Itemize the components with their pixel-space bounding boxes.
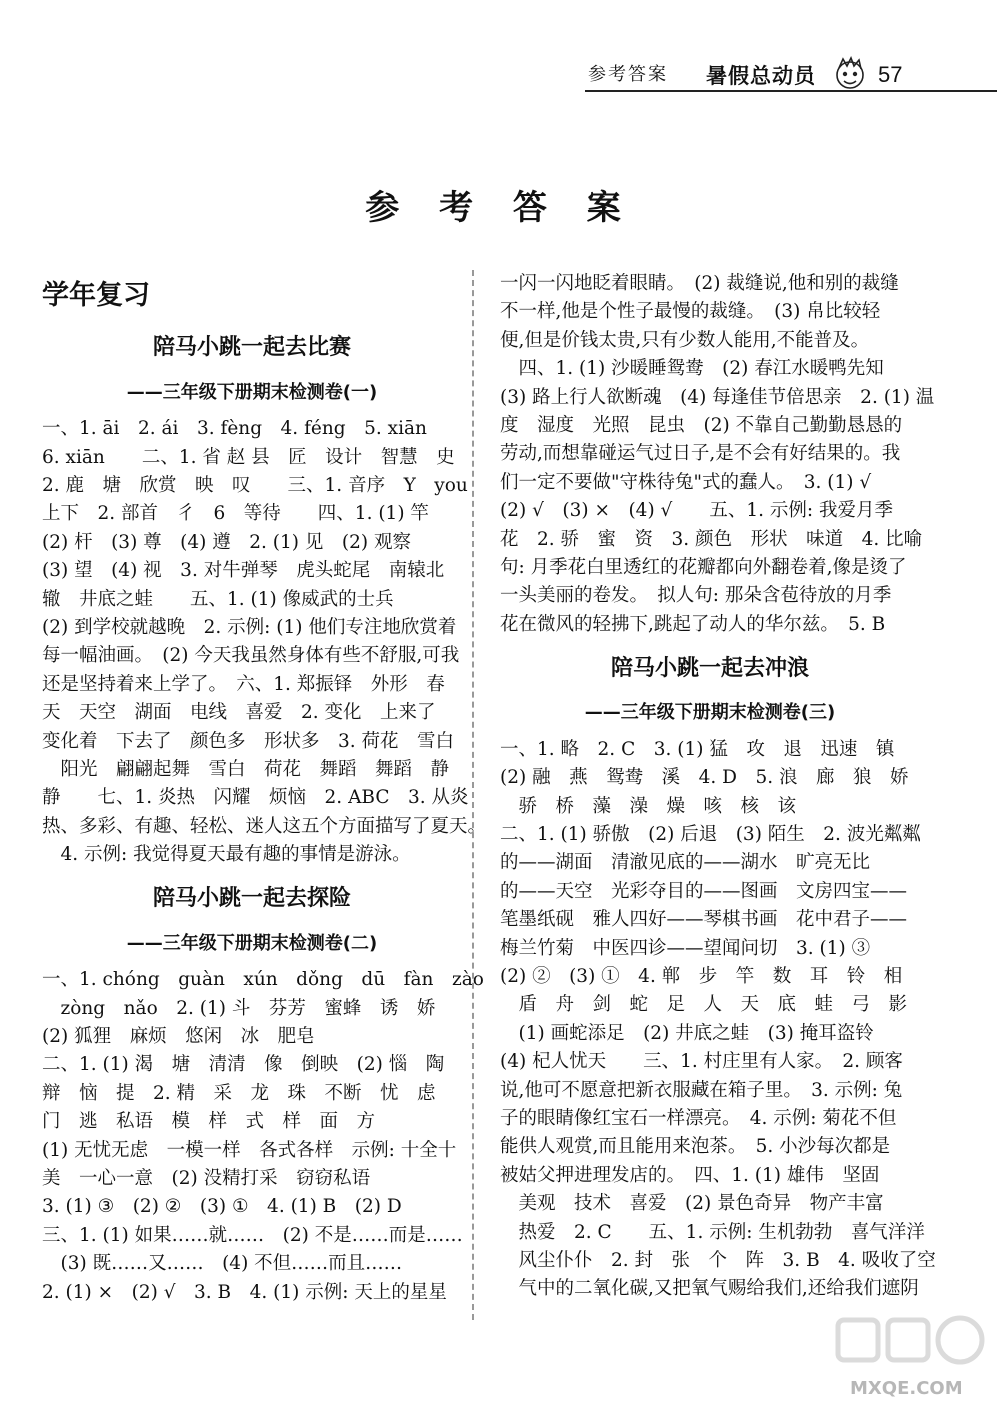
right-column	[500, 270, 936, 1304]
page-header	[0, 0, 1000, 110]
answer-line: 被姑父押进理发店的。 四、1. (1) 雄伟 坚固	[500, 1164, 880, 1186]
section-title: 陪马小跳一起去探险	[152, 886, 351, 912]
answer-line: 辩 恼 提 2. 精 采 龙 珠 不断 忧 虑	[42, 1082, 436, 1104]
answer-line: (2) 到学校就越晚 2. 示例: (1) 他们专注地欣赏着	[42, 616, 457, 638]
answer-block	[500, 736, 936, 1304]
header-rule	[585, 90, 997, 92]
answer-line: 6. xiān 二、1. 省 赵 县 匠 设计 智慧 史	[42, 446, 455, 468]
answer-line: (3) 望 (4) 视 3. 对牛弹琴 虎头蛇尾 南辕北	[42, 560, 445, 582]
answer-line: (2) 融 燕 鸳鸯 溪 4. D 5. 浪 廊 狼 娇	[500, 767, 909, 789]
answer-line: (4) 杞人忧天 三、1. 村庄里有人家。 2. 顾客	[500, 1051, 903, 1073]
answer-line: 辙 井底之蛙 五、1. (1) 像威武的士兵	[42, 588, 394, 610]
answer-line: (2) 杆 (3) 尊 (4) 遵 2. (1) 见 (2) 观察	[42, 531, 411, 553]
section-subtitle: ——三年级下册期末检测卷(一)	[126, 381, 378, 403]
answer-line: 三、1. (1) 如果……就…… (2) 不是……而是……	[42, 1224, 463, 1246]
answer-line: 一闪一闪地眨着眼睛。 (2) 裁缝说,他和别的裁缝	[500, 273, 899, 294]
answer-line: 2. (1) × (2) √ 3. B 4. (1) 示例: 天上的星星	[42, 1281, 447, 1303]
section-title: 陪马小跳一起去比赛	[152, 335, 351, 361]
answer-line: 度 湿度 光照 昆虫 (2) 不靠自己勤勤恳恳的	[500, 414, 903, 436]
answer-line: 的——湖面 清澈见底的——湖水 旷亮无比	[500, 852, 871, 874]
answer-line: 说,他可不愿意把新衣服藏在箱子里。 3. 示例: 兔	[500, 1079, 903, 1101]
answer-line: 静 七、1. 炎热 闪耀 烦恼 2. ABC 3. 从炎	[42, 787, 469, 809]
answer-line: 花在微风的轻拂下,跳起了动人的华尔兹。 5. B	[500, 613, 886, 635]
answer-line: 们一定不要做"守株待兔"式的蠢人。 3. (1) √	[500, 471, 872, 493]
answer-line: 的——天空 光彩夺目的——图画 文房四宝——	[500, 880, 908, 902]
answer-line: 一头美丽的卷发。 拟人句: 那朵含苞待放的月季	[500, 585, 892, 607]
answer-line: 阳光 翩翩起舞 雪白 荷花 舞蹈 舞蹈 静	[42, 758, 450, 780]
answer-line: (2) √ (3) × (4) √ 五、1. 示例: 我爱月季	[500, 500, 893, 522]
answer-line: 3. (1) ③ (2) ② (3) ① 4. (1) B (2) D	[42, 1196, 402, 1218]
answer-line: (3) 路上行人欲断魂 (4) 每逢佳节倍思亲 2. (1) 温	[500, 386, 935, 408]
watermark-text: MXQE.COM	[850, 1378, 963, 1399]
answer-line: 二、1. (1) 骄傲 (2) 后退 (3) 陌生 2. 波光粼粼	[500, 824, 921, 846]
left-column	[42, 270, 487, 1307]
answer-block	[42, 966, 484, 1307]
answer-line: 一、1. āi 2. ái 3. fèng 4. féng 5. xiān	[42, 418, 427, 440]
answer-line: 4. 示例: 我觉得夏天最有趣的事情是游泳。	[42, 844, 411, 866]
answer-line: zòng nǎo 2. (1) 斗 芬芳 蜜蜂 诱 娇	[42, 997, 436, 1019]
answer-line: 门 逃 私语 模 样 式 样 面 方	[42, 1111, 376, 1133]
mascot-icon	[833, 56, 867, 92]
answer-line: (2) 狐狸 麻烦 悠闲 冰 肥皂	[42, 1026, 315, 1048]
answer-line: 美 一心一意 (2) 没精打采 窃窃私语	[42, 1168, 371, 1190]
answer-line: 2. 鹿 塘 欣赏 映 叹 三、1. 音序 Y you	[42, 475, 468, 496]
answer-line: 风尘仆仆 2. 封 张 个 阵 3. B 4. 吸收了空	[500, 1249, 936, 1271]
answer-line: 骄 桥 藻 澡 燥 咳 核 该	[500, 795, 797, 817]
answer-line: 花 2. 骄 蜜 资 3. 颜色 形状 味道 4. 比喻	[500, 528, 923, 550]
answer-line: 盾 舟 剑 蛇 足 人 天 底 蛙 弓 影	[500, 994, 908, 1016]
answer-line: 便,但是价钱太贵,只有少数人能用,不能普及。	[500, 329, 870, 351]
answer-line: 梅兰竹菊 中医四诊——望闻问切 3. (1) ③	[500, 937, 871, 959]
answer-line: 变化着 下去了 颜色多 形状多 3. 荷花 雪白	[42, 730, 455, 752]
answer-line: (2) ② (3) ① 4. 郸 步 竿 数 耳 铃 相	[500, 966, 903, 988]
answer-line: 天 天空 湖面 电线 喜爱 2. 变化 上来了	[42, 702, 436, 724]
section-subtitle: ——三年级下册期末检测卷(三)	[584, 702, 836, 724]
answer-block	[500, 270, 935, 639]
answer-line: (3) 既……又…… (4) 不但……而且……	[42, 1253, 403, 1275]
header-book-title: 暑假总动员	[706, 64, 816, 88]
answer-line: (1) 画蛇添足 (2) 井底之蛙 (3) 掩耳盗铃	[500, 1022, 874, 1044]
answer-line: 还是坚持着来上学了。 六、1. 郑振铎 外形 春	[42, 673, 445, 695]
answer-line: 一、1. 略 2. C 3. (1) 猛 攻 退 迅速 镇	[500, 738, 895, 760]
section-title: 陪马小跳一起去冲浪	[610, 656, 809, 682]
answer-line: 劳动,而想靠碰运气过日子,是不会有好结果的。我	[500, 443, 901, 465]
answer-line: 热爱 2. C 五、1. 示例: 生机勃勃 喜气洋洋	[500, 1221, 925, 1243]
answer-line: 句: 月季花白里透红的花瓣都向外翻卷着,像是烫了	[500, 556, 907, 578]
answer-line: 子的眼睛像红宝石一样漂亮。 4. 示例: 菊花不但	[500, 1107, 897, 1129]
answer-line: 四、1. (1) 沙暖睡鸳鸯 (2) 春江水暖鸭先知	[500, 358, 884, 380]
page-number: 57	[878, 62, 903, 87]
answer-line: 美观 技术 喜爱 (2) 景色奇异 物产丰富	[500, 1193, 884, 1215]
answer-line: 二、1. (1) 渴 塘 清清 像 倒映 (2) 惱 陶	[42, 1054, 445, 1076]
answer-line: 不一样,他是个性子最慢的裁缝。 (3) 帛比较轻	[500, 301, 881, 323]
header-answer-label: 参考答案	[588, 64, 668, 85]
answer-line: 笔墨纸砚 雅人四好——琴棋书画 花中君子——	[500, 909, 908, 931]
answer-line: 热、多彩、有趣、轻松、迷人这五个方面描写了夏天。	[42, 815, 487, 837]
section-subtitle: ——三年级下册期末检测卷(二)	[126, 932, 378, 954]
review-heading: 学年复习	[42, 280, 150, 311]
page-title: 参 考 答 案	[365, 188, 635, 228]
answer-line: 上下 2. 部首 彳 6 等待 四、1. (1) 竿	[42, 503, 429, 525]
answer-block	[42, 415, 487, 869]
answer-line: 一、1. chóng guàn xún dǒng dū fàn zào	[42, 969, 484, 991]
answer-line: 能供人观赏,而且能用来泡茶。 5. 小沙每次都是	[500, 1136, 891, 1158]
column-divider	[472, 270, 474, 1320]
answer-line: 气中的二氧化碳,又把氧气赐给我们,还给我们遮阴	[500, 1278, 919, 1300]
answer-line: 每一幅油画。 (2) 今天我虽然身体有些不舒服,可我	[42, 645, 460, 667]
answer-line: (1) 无忧无虑 一模一样 各式各样 示例: 十全十	[42, 1139, 457, 1161]
